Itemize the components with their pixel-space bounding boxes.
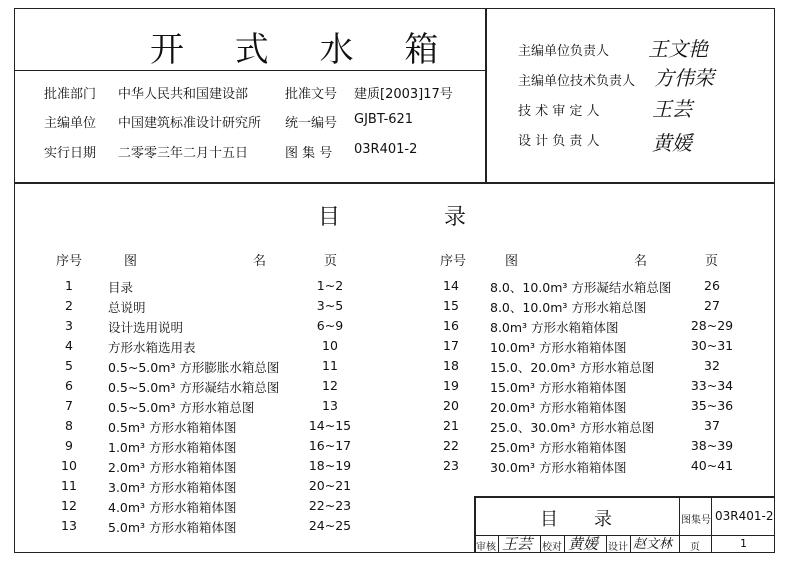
toc-page: 32 <box>704 358 720 373</box>
title-block-design-label: 设计 <box>608 542 628 553</box>
toc-name: 方形水箱选用表 <box>108 340 196 355</box>
toc-no: 18 <box>443 358 459 373</box>
toc-page: 20~21 <box>308 478 352 493</box>
approval-label-2: 主编单位 <box>44 116 97 131</box>
toc-name: 4.0m³ 方形水箱箱体图 <box>108 500 237 515</box>
title-block-check-label: 校对 <box>542 542 562 553</box>
toc-name: 15.0、20.0m³ 方形水箱总图 <box>490 360 655 375</box>
approval-label-1: 批准部门 <box>44 87 97 102</box>
title-block-set-label: 图集号 <box>681 515 711 526</box>
toc-name: 30.0m³ 方形水箱箱体图 <box>490 460 627 475</box>
responsible-label-3: 技 术 审 定 人 <box>518 104 600 119</box>
toc-name: 总说明 <box>108 300 146 315</box>
toc-heading-right: 录 <box>444 205 467 230</box>
toc-page: 11 <box>322 358 338 373</box>
toc-name: 设计选用说明 <box>108 320 184 335</box>
toc-no: 3 <box>65 318 73 333</box>
toc-page: 1~2 <box>316 278 344 293</box>
toc-page: 33~34 <box>690 378 734 393</box>
title-block-check-sig: 黄媛 <box>568 535 599 553</box>
approval-label2-1: 批准文号 <box>285 87 338 102</box>
toc-no: 19 <box>443 378 459 393</box>
toc-page: 38~39 <box>690 438 734 453</box>
toc-no: 6 <box>65 378 73 393</box>
toc-no: 10 <box>61 458 77 473</box>
toc-page: 16~17 <box>308 438 352 453</box>
left-col-page: 页 <box>324 254 338 269</box>
toc-no: 15 <box>443 298 459 313</box>
toc-name: 1.0m³ 方形水箱箱体图 <box>108 440 237 455</box>
toc-heading-left: 目 <box>318 205 341 230</box>
toc-name: 8.0、10.0m³ 方形凝结水箱总图 <box>490 280 672 295</box>
toc-page: 40~41 <box>690 458 734 473</box>
toc-page: 35~36 <box>690 398 734 413</box>
toc-name: 25.0m³ 方形水箱箱体图 <box>490 440 627 455</box>
toc-name: 20.0m³ 方形水箱箱体图 <box>490 400 627 415</box>
toc-page: 30~31 <box>690 338 734 353</box>
toc-page: 12 <box>322 378 338 393</box>
toc-no: 17 <box>443 338 459 353</box>
title-block-review-label: 审核 <box>476 542 496 553</box>
toc-name: 3.0m³ 方形水箱箱体图 <box>108 480 237 495</box>
toc-no: 21 <box>443 418 459 433</box>
title-block-set-value: 03R401-2 <box>715 509 774 523</box>
toc-page: 14~15 <box>308 418 352 433</box>
title-block-page-value: 1 <box>740 537 747 550</box>
toc-page: 18~19 <box>308 458 352 473</box>
responsible-label-2: 主编单位技术负责人 <box>518 74 636 89</box>
responsible-signature-3: 王芸 <box>652 97 692 121</box>
title-block-design-sig: 赵文林 <box>633 537 673 552</box>
approval-label2-3: 图 集 号 <box>285 146 333 161</box>
toc-name: 目录 <box>108 280 134 295</box>
toc-page: 26 <box>704 278 720 293</box>
toc-name: 8.0m³ 方形水箱箱体图 <box>490 320 619 335</box>
toc-no: 9 <box>65 438 73 453</box>
approval-value2-2: GJBT-621 <box>354 112 414 127</box>
toc-page: 28~29 <box>690 318 734 333</box>
toc-page: 10 <box>322 338 338 353</box>
approval-label2-2: 统一编号 <box>285 116 338 131</box>
toc-page: 6~9 <box>316 318 344 333</box>
toc-no: 14 <box>443 278 459 293</box>
approval-value-2: 中国建筑标准设计研究所 <box>118 116 262 131</box>
right-col-no: 序号 <box>440 254 467 269</box>
toc-no: 8 <box>65 418 73 433</box>
toc-name: 15.0m³ 方形水箱箱体图 <box>490 380 627 395</box>
toc-no: 13 <box>61 518 77 533</box>
toc-no: 4 <box>65 338 73 353</box>
approval-value-1: 中华人民共和国建设部 <box>118 87 249 102</box>
approval-value-3: 二零零三年二月十五日 <box>118 146 249 161</box>
header-divider <box>485 8 487 182</box>
title-block-cell-1 <box>498 535 499 553</box>
approval-value2-1: 建质[2003]17号 <box>354 87 453 102</box>
responsible-signature-4: 黄媛 <box>652 131 692 155</box>
title-block-cell-4 <box>606 535 607 553</box>
toc-no: 2 <box>65 298 73 313</box>
title-block-review-sig: 王芸 <box>502 535 533 553</box>
left-col-no: 序号 <box>56 254 83 269</box>
responsible-signature-1: 王文艳 <box>648 37 708 61</box>
title-block-name: 目 录 <box>540 509 612 530</box>
toc-page: 37 <box>704 418 720 433</box>
toc-no: 22 <box>443 438 459 453</box>
title-block-cell-5 <box>630 535 631 553</box>
toc-name: 8.0、10.0m³ 方形水箱总图 <box>490 300 647 315</box>
toc-name: 0.5~5.0m³ 方形膨胀水箱总图 <box>108 360 280 375</box>
toc-no: 7 <box>65 398 73 413</box>
toc-no: 23 <box>443 458 459 473</box>
toc-no: 20 <box>443 398 459 413</box>
toc-page: 3~5 <box>316 298 344 313</box>
title-block-page-label: 页 <box>690 542 700 553</box>
toc-no: 5 <box>65 358 73 373</box>
title-block-cell-3 <box>564 535 565 553</box>
responsible-label-1: 主编单位负责人 <box>518 44 610 59</box>
toc-name: 0.5~5.0m³ 方形凝结水箱总图 <box>108 380 280 395</box>
title-block-top <box>474 496 775 498</box>
right-col-page: 页 <box>705 254 719 269</box>
right-col-name: 图 名 <box>505 254 678 269</box>
responsible-label-4: 设 计 负 责 人 <box>518 134 600 149</box>
toc-name: 25.0、30.0m³ 方形水箱总图 <box>490 420 655 435</box>
toc-no: 1 <box>65 278 73 293</box>
title-block-cell-2 <box>540 535 541 553</box>
toc-no: 12 <box>61 498 77 513</box>
toc-page: 24~25 <box>308 518 352 533</box>
toc-page: 13 <box>322 398 338 413</box>
title-block-divider-2 <box>711 496 712 553</box>
toc-name: 0.5~5.0m³ 方形水箱总图 <box>108 400 255 415</box>
title-block-divider <box>679 496 680 553</box>
toc-name: 0.5m³ 方形水箱箱体图 <box>108 420 237 435</box>
responsible-signature-2: 方伟荣 <box>654 66 714 90</box>
toc-no: 11 <box>61 478 77 493</box>
page-title: 开 式 水 箱 <box>150 30 459 70</box>
approval-label-3: 实行日期 <box>44 146 97 161</box>
toc-name: 2.0m³ 方形水箱箱体图 <box>108 460 237 475</box>
toc-name: 5.0m³ 方形水箱箱体图 <box>108 520 237 535</box>
left-col-name: 图 名 <box>124 254 297 269</box>
toc-name: 10.0m³ 方形水箱箱体图 <box>490 340 627 355</box>
toc-no: 16 <box>443 318 459 333</box>
toc-page: 27 <box>704 298 720 313</box>
approval-value2-3: 03R401-2 <box>354 142 418 157</box>
toc-page: 22~23 <box>308 498 352 513</box>
header-bottom-line <box>14 182 775 184</box>
